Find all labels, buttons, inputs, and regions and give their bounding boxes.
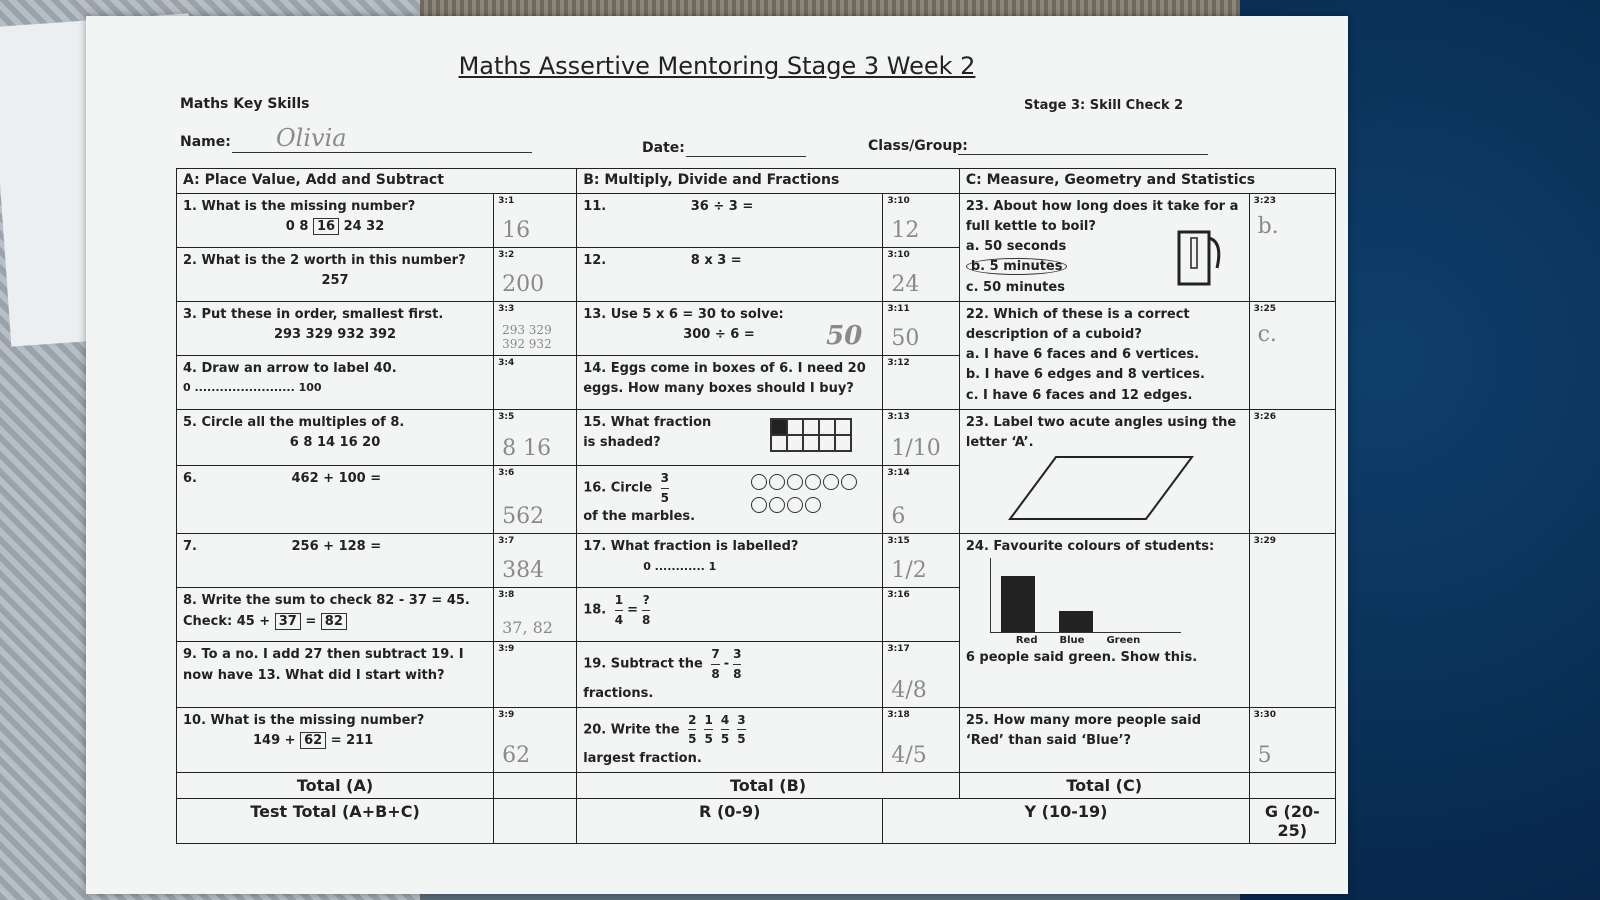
worksheet xyxy=(86,16,1348,894)
marbles xyxy=(750,474,874,520)
kettle-icon xyxy=(1171,224,1223,288)
name-label: Name: xyxy=(180,134,231,150)
name-value[interactable]: Olivia xyxy=(276,124,347,152)
answer-12[interactable]: 3:10 24 xyxy=(883,248,960,302)
test-total-box[interactable] xyxy=(494,799,577,844)
question-24-chart: 24. Favourite colours of students: Red Blue Green 6 people said green. Show this. xyxy=(959,534,1249,707)
answer-7[interactable]: 3:7 384 xyxy=(494,534,577,588)
key-skills-label: Maths Key Skills xyxy=(180,96,310,112)
answer-6[interactable]: 3:6 562 xyxy=(494,466,577,534)
total-a-label: Total (A) xyxy=(177,773,494,799)
answer-16[interactable]: 3:14 6 xyxy=(883,466,960,534)
answer-19[interactable]: 3:17 4/8 xyxy=(883,642,960,707)
answer-9[interactable]: 3:9 xyxy=(494,642,577,707)
answer-2[interactable]: 3:2 200 xyxy=(494,248,577,302)
band-green: G (20-25) xyxy=(1249,799,1335,844)
answer-4[interactable]: 3:4 xyxy=(494,356,577,410)
answer-8[interactable]: 3:8 37, 82 xyxy=(494,588,577,642)
class-line[interactable] xyxy=(958,154,1208,155)
shaded-fraction-grid xyxy=(770,418,852,452)
total-c-label: Total (C) xyxy=(959,773,1249,799)
date-label: Date: xyxy=(642,140,685,156)
answer-22-cuboid[interactable]: 3:25 c. xyxy=(1249,302,1335,410)
stage-label: Stage 3: Skill Check 2 xyxy=(1024,98,1184,113)
total-a-box[interactable] xyxy=(494,773,577,799)
answer-24-chart[interactable]: 3:29 xyxy=(1249,534,1335,707)
category-label: Red xyxy=(1015,634,1038,646)
test-total-label: Test Total (A+B+C) xyxy=(177,799,494,844)
question-10: 10. What is the missing number? 149 + 62 = 211 xyxy=(177,707,494,772)
answer-23-kettle[interactable]: 3:23 b. xyxy=(1249,194,1335,302)
answer-3[interactable]: 3:3 293 329 392 932 xyxy=(494,302,577,356)
bar-red xyxy=(1001,576,1035,632)
name-line xyxy=(232,152,532,153)
question-18: 18. $\frac{1}{4}$ = $\frac{?}{8}$ xyxy=(577,588,883,642)
question-4: 4. Draw an arrow to label 40. 0 ........................ 100 xyxy=(177,356,494,410)
section-c-header: C: Measure, Geometry and Statistics xyxy=(959,169,1335,194)
question-1: 1. What is the missing number? 0 8 16 24 32 xyxy=(177,194,494,248)
parallelogram-shape xyxy=(1006,453,1196,523)
answer-18[interactable]: 3:16 xyxy=(883,588,960,642)
band-red: R (0-9) xyxy=(577,799,883,844)
answer-14[interactable]: 3:12 xyxy=(883,356,960,410)
answer-17[interactable]: 3:15 1/2 xyxy=(883,534,960,588)
answer-11[interactable]: 3:10 12 xyxy=(883,194,960,248)
question-22-cuboid: 22. Which of these is a correct description of a cuboid? a. I have 6 faces and 6 vertices. b. I have 6 edges and 8 vertices. c. I have 6 faces and 12 edges. xyxy=(959,302,1249,410)
section-a-header: A: Place Value, Add and Subtract xyxy=(177,169,577,194)
worksheet-title: Maths Assertive Mentoring Stage 3 Week 2 xyxy=(458,52,976,80)
question-19: 19. Subtract the $\frac{7}{8}$ - $\frac{3}{8}$ fractions. xyxy=(577,642,883,707)
date-line[interactable] xyxy=(686,156,806,157)
question-5: 5. Circle all the multiples of 8. 6 8 14 16 20 xyxy=(177,410,494,466)
question-25: 25. How many more people said ‘Red’ than said ‘Blue’? xyxy=(959,707,1249,772)
question-16: 16. Circle $\frac{3}{5}$ of the marbles. xyxy=(577,466,883,534)
question-11: 11. 36 ÷ 3 = xyxy=(577,194,883,248)
category-label: Blue xyxy=(1059,634,1085,646)
total-c-box[interactable] xyxy=(1249,773,1335,799)
question-14: 14. Eggs come in boxes of 6. I need 20 eggs. How many boxes should I buy? xyxy=(577,356,883,410)
question-6: 6. 462 + 100 = xyxy=(177,466,494,534)
section-b-header: B: Multiply, Divide and Fractions xyxy=(577,169,960,194)
question-8: 8. Write the sum to check 82 - 37 = 45. Check: 45 + 37 = 82 xyxy=(177,588,494,642)
total-b-label: Total (B) xyxy=(577,773,960,799)
answer-23-angles[interactable]: 3:26 xyxy=(1249,410,1335,534)
question-13: 13. Use 5 x 6 = 30 to solve: 300 ÷ 6 = 50 xyxy=(577,302,883,356)
class-label: Class/Group: xyxy=(868,138,968,154)
bar-blue xyxy=(1059,611,1093,632)
question-12: 12. 8 x 3 = xyxy=(577,248,883,302)
question-7: 7. 256 + 128 = xyxy=(177,534,494,588)
answer-13[interactable]: 3:11 50 xyxy=(883,302,960,356)
answer-1[interactable]: 3:1 16 xyxy=(494,194,577,248)
chart-categories xyxy=(1016,633,1243,649)
answer-20[interactable]: 3:18 4/5 xyxy=(883,707,960,772)
answer-15[interactable]: 3:13 1/10 xyxy=(883,410,960,466)
question-23-angles: 23. Label two acute angles using the letter ‘A’. xyxy=(959,410,1249,534)
answer-10[interactable]: 3:9 62 xyxy=(494,707,577,772)
question-17: 17. What fraction is labelled? 0 ............ 1 xyxy=(577,534,883,588)
question-3: 3. Put these in order, smallest first. 293 329 932 392 xyxy=(177,302,494,356)
colours-bar-chart xyxy=(966,558,1243,649)
skills-table xyxy=(176,168,1336,844)
answer-5[interactable]: 3:5 8 16 xyxy=(494,410,577,466)
question-15: 15. What fraction is shaded? xyxy=(577,410,883,466)
question-23-kettle: 23. About how long does it take for a full kettle to boil? a. 50 seconds b. 5 minutes c. 50 minutes xyxy=(959,194,1249,302)
band-yellow: Y (10-19) xyxy=(883,799,1249,844)
answer-25[interactable]: 3:30 5 xyxy=(1249,707,1335,772)
question-9: 9. To a no. I add 27 then subtract 19. I now have 13. What did I start with? xyxy=(177,642,494,707)
category-label: Green xyxy=(1106,634,1141,646)
question-2: 2. What is the 2 worth in this number? 257 xyxy=(177,248,494,302)
question-20: 20. Write the $\frac{2}{5}$ $\frac{1}{5}$ $\frac{4}{5}$ $\frac{3}{5}$ largest fraction. xyxy=(577,707,883,772)
